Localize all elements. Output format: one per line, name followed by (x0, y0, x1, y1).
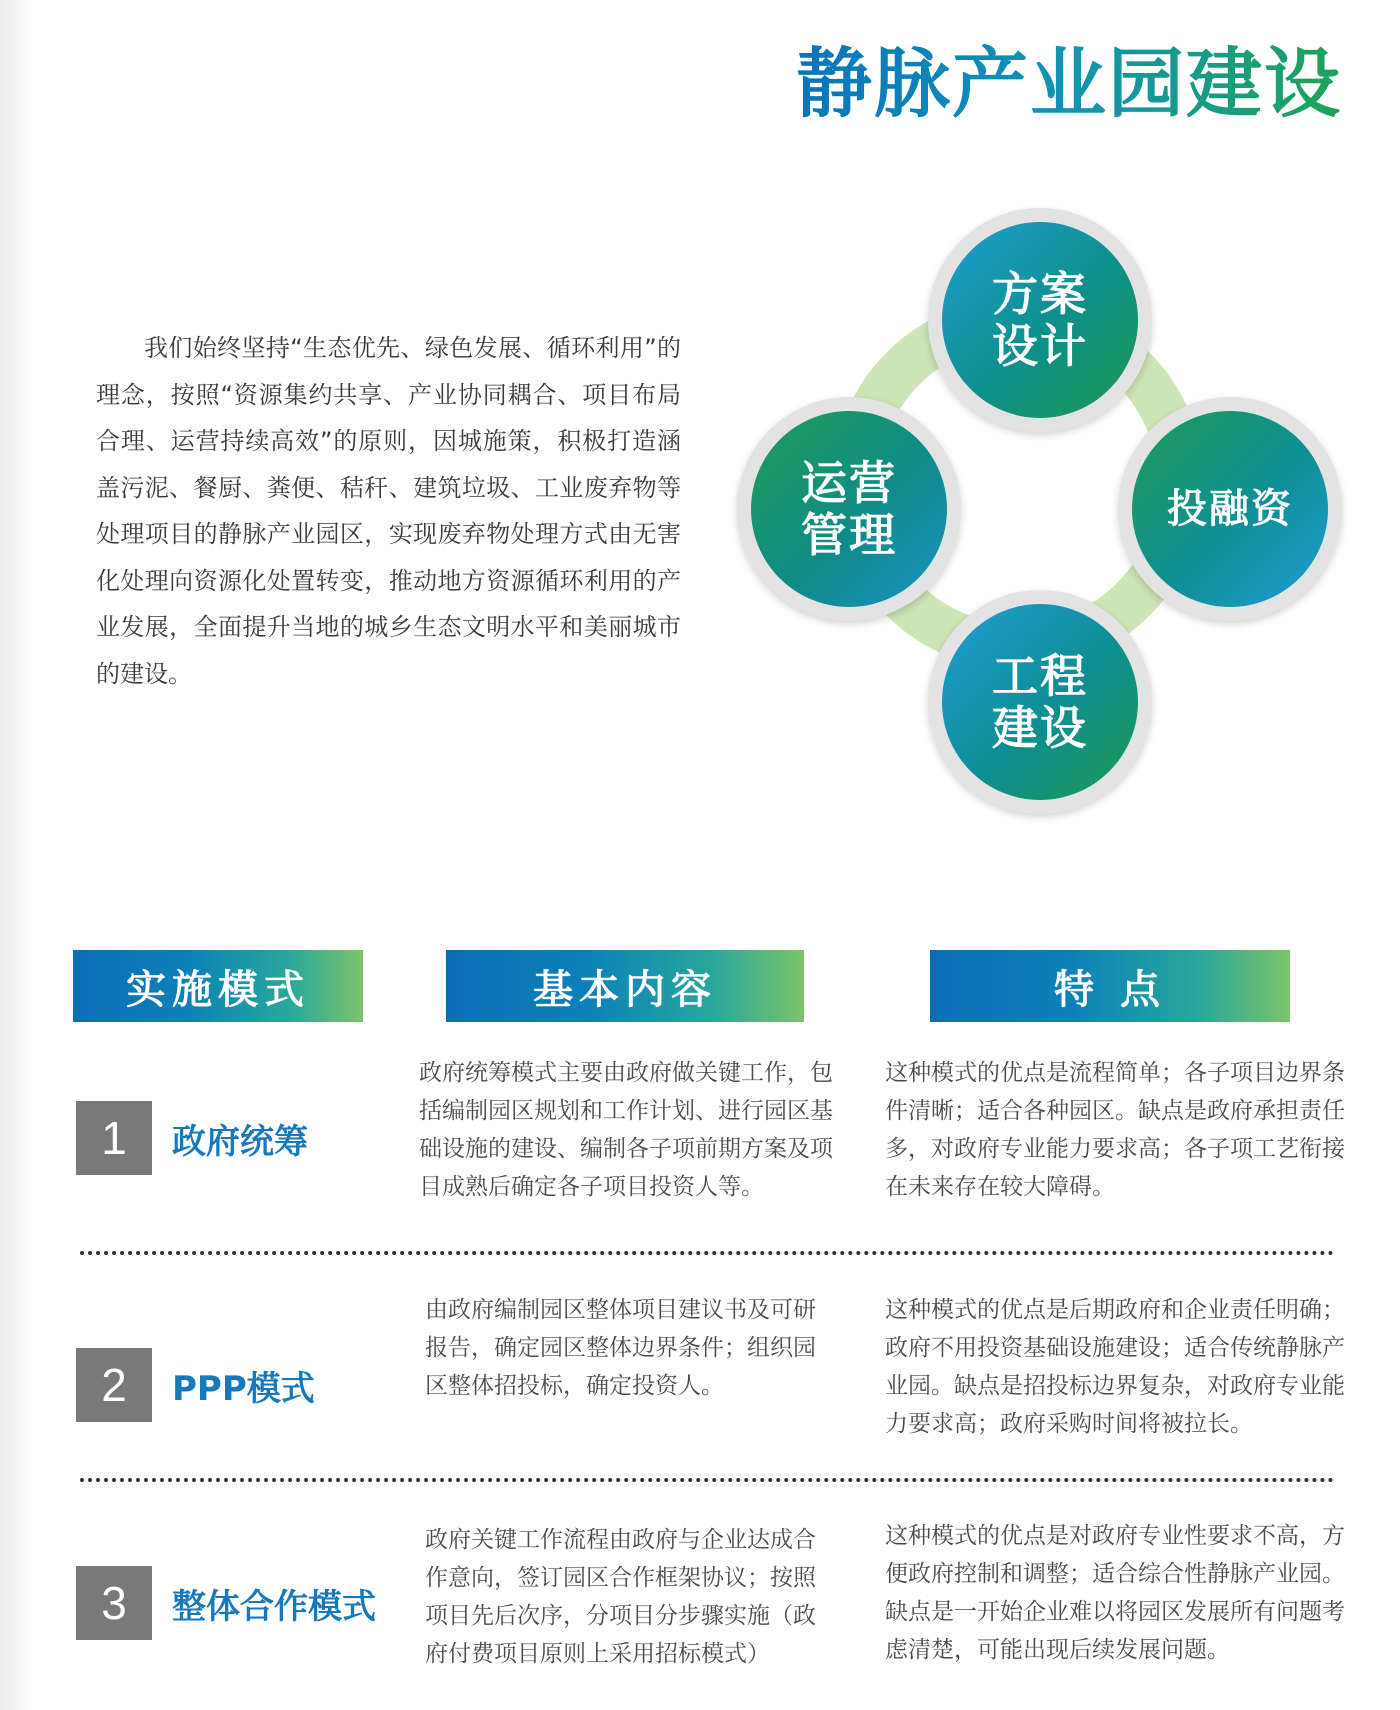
row-mode-name: 政府统筹 (172, 1121, 308, 1162)
cycle-node-construction (928, 590, 1152, 814)
cycle-node-design-line1: 方案 (992, 267, 1088, 321)
row-divider (80, 1478, 1334, 1482)
intro-paragraph: 我们始终坚持“生态优先、绿色发展、循环利用”的理念，按照“资源集约共享、产业协同耦合、项目布局合理、运营持续高效”的原则，因城施策，积极打造涵盖污泥、餐厨、粪便、秸秆、建筑垃圾、工业废弃物等处理项目的静脉产业园区，实现废弃物处理方式由无害化处理向资源化处置转变，推动地方资源循环利用的产业发展，全面提升当地的城乡生态文明水平和美丽城市的建设。 (96, 334, 681, 688)
cycle-node-operation (737, 397, 961, 621)
header-features: 特 点 (930, 950, 1290, 1022)
row-divider (80, 1251, 1334, 1255)
cycle-node-construction-line2: 建设 (992, 701, 1088, 755)
page-edge-shadow (0, 0, 34, 1710)
cycle-node-construction-line1: 工程 (992, 649, 1088, 703)
page-title: 静脉产业园建设 (796, 39, 1342, 128)
row-features: 这种模式的优点是对政府专业性要求不高，方便政府控制和调整；适合综合性静脉产业园。缺点是一开始企业难以将园区发展所有问题考虑清楚，可能出现后续发展问题。 (885, 1523, 1345, 1663)
row-features: 这种模式的优点是后期政府和企业责任明确；政府不用投资基础设施建设；适合传统静脉产业园。缺点是招投标边界复杂，对政府专业能力要求高；政府采购时间将被拉长。 (885, 1297, 1345, 1437)
row-mode-name: 整体合作模式 (172, 1586, 376, 1627)
row-mode-name: PPP模式 (172, 1368, 315, 1409)
row-number-badge: 1 (76, 1101, 152, 1175)
row-content: 政府关键工作流程由政府与企业达成合作意向，签订园区合作框架协议；按照项目先后次序，分项目分步骤实施（政府付费项目原则上采用招标模式） (425, 1527, 816, 1667)
row-features: 这种模式的优点是流程简单；各子项目边界条件清晰；适合各种园区。缺点是政府承担责任多，对政府专业能力要求高；各子项工艺衔接在未来存在较大障碍。 (885, 1060, 1345, 1200)
cycle-node-design (928, 208, 1152, 432)
cycle-node-financing-label: 投融资 (1167, 486, 1293, 532)
row-number-badge: 2 (76, 1348, 152, 1422)
cycle-node-operation-line1: 运营 (801, 456, 897, 510)
row-number-badge: 3 (76, 1566, 152, 1640)
header-content: 基本内容 (446, 950, 804, 1022)
row-content: 由政府编制园区整体项目建议书及可研报告，确定园区整体边界条件；组织园区整体招投标，确定投资人。 (425, 1297, 816, 1399)
cycle-node-operation-line2: 管理 (801, 508, 897, 562)
service-cycle-diagram (720, 200, 1400, 810)
header-mode: 实施模式 (73, 950, 363, 1022)
row-content: 政府统筹模式主要由政府做关键工作，包括编制园区规划和工作计划、进行园区基础设施的建设、编制各子项前期方案及项目成熟后确定各子项目投资人等。 (419, 1060, 833, 1200)
cycle-node-financing (1118, 397, 1342, 621)
cycle-node-design-line2: 设计 (992, 319, 1088, 373)
